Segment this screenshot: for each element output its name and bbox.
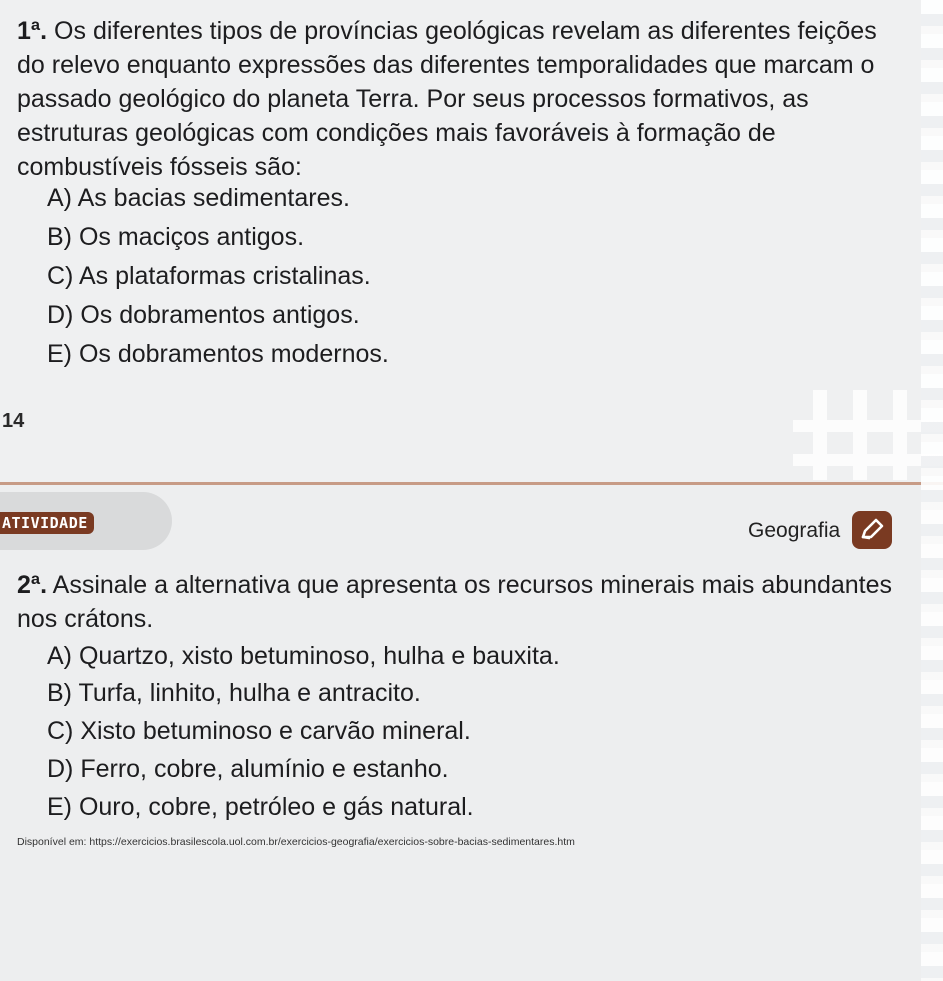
source-citation: Disponível em: https://exercicios.brasilescola.uol.com.br/exercicios-geografia/exercicios-sobre-bacias-sedimentares.htm bbox=[17, 836, 575, 848]
question-1-statement: Os diferentes tipos de províncias geológicas revelam as diferentes feições do relevo enquanto expressões das diferentes temporalidades que marcam o passado geológico do planeta Terra. Por seus processos formativos, as estruturas geológicas com condições mais favoráveis à formação de combustíveis fósseis são: bbox=[17, 17, 877, 181]
right-edge-strip bbox=[921, 0, 943, 981]
question-1-option-e[interactable]: E) Os dobramentos modernos. bbox=[47, 340, 389, 368]
question-1-option-b[interactable]: B) Os maciços antigos. bbox=[47, 223, 305, 251]
page-number: 14 bbox=[2, 410, 25, 432]
pencil-icon bbox=[852, 511, 892, 549]
question-2-number: 2ª. bbox=[17, 571, 48, 599]
question-2-option-d[interactable]: D) Ferro, cobre, alumínio e estanho. bbox=[47, 755, 449, 783]
subject-label: Geografia bbox=[748, 519, 841, 542]
question-2-option-e[interactable]: E) Ouro, cobre, petróleo e gás natural. bbox=[47, 793, 474, 821]
question-2-option-b[interactable]: B) Turfa, linhito, hulha e antracito. bbox=[47, 679, 421, 707]
question-1-text bbox=[17, 14, 897, 184]
activity-badge: ATIVIDADE bbox=[0, 512, 94, 534]
question-2-text bbox=[17, 568, 897, 636]
question-2-option-a[interactable]: A) Quartzo, xisto betuminoso, hulha e bauxita. bbox=[47, 642, 560, 670]
question-1-number: 1ª. bbox=[17, 17, 48, 45]
question-2-option-c[interactable]: C) Xisto betuminoso e carvão mineral. bbox=[47, 717, 471, 745]
question-1-option-c[interactable]: C) As plataformas cristalinas. bbox=[47, 262, 371, 290]
question-1-option-d[interactable]: D) Os dobramentos antigos. bbox=[47, 301, 360, 329]
question-2-statement: Assinale a alternativa que apresenta os recursos minerais mais abundantes nos crátons. bbox=[17, 571, 893, 633]
question-1-option-a[interactable]: A) As bacias sedimentares. bbox=[47, 184, 350, 212]
